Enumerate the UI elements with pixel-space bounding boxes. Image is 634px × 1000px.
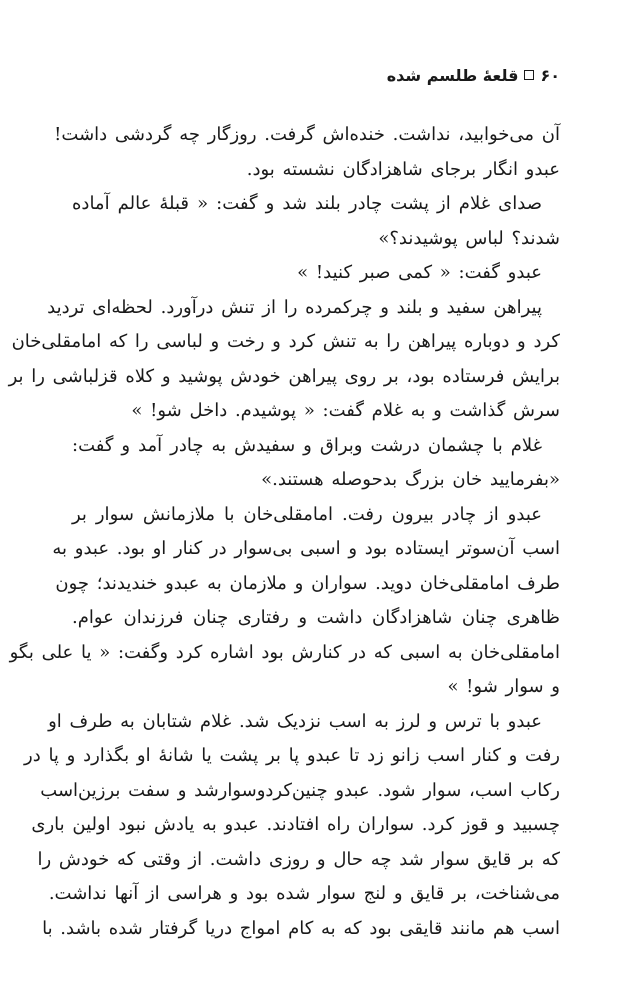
text-line: عبدو گفت: « کمی صبر کنید! »: [297, 262, 542, 283]
text-line: اسب آن‌سوتر ایستاده بود و اسبی بی‌سوار در کنار او بود. عبدو به: [52, 538, 560, 559]
text-line: عبدو با ترس و لرز به اسب نزدیک شد. غلام شتابان به طرف او: [48, 710, 542, 732]
page-number: ۶۰: [540, 65, 560, 85]
text-line: کرد و دوباره پیراهن را به تنش کرد و رخت و لباسی را که امامقلی‌خان: [11, 331, 560, 352]
text-line: غلام با چشمان درشت وبراق و سفیدش به چادر آمد و گفت:: [72, 434, 542, 456]
body-text: [8, 118, 560, 946]
text-line: پیراهن سفید و بلند و چرکمرده را از تنش درآورد. لحظه‌ای تردید: [47, 296, 542, 318]
text-line: عبدو از چادر بیرون رفت. امامقلی‌خان با ملازمانش سوار بر: [72, 503, 542, 525]
text-line: طرف امامقلی‌خان دوید. سواران و ملازمان به عبدو خندیدند؛ چون: [55, 572, 560, 594]
text-line: چسبید و قوز کرد. سواران راه افتادند. عبدو به یادش نبود اولین باری: [31, 814, 560, 835]
text-line: رفت و کنار اسب زانو زد تا عبدو پا بر پشت یا شانهٔ او بگذارد و پا در: [24, 745, 560, 766]
text-line: «بفرمایید خان بزرگ بدحوصله هستند.»: [261, 469, 560, 490]
text-line: برایش فرستاده بود، بر روی پیراهن خودش پوشید و کلاه قزلباشی را بر: [8, 365, 560, 387]
text-line: رکاب اسب، سوار شود. عبدو چنین‌کردوسوارشد و سفت برزین‌اسب: [40, 779, 560, 801]
text-line: صدای غلام از پشت چادر بلند شد و گفت: « قبلهٔ عالم آماده: [72, 193, 542, 214]
text-line: آن می‌خوابید، نداشت. خنده‌اش گرفت. روزگار چه گردشی داشت!: [54, 124, 560, 145]
text-line: که بر قایق سوار شد چه حال و روزی داشت. از وقتی که خودش را: [37, 848, 560, 870]
text-line: شدند؟ لباس پوشیدند؟»: [378, 227, 560, 249]
running-header: [387, 60, 560, 90]
text-line: و سوار شو! »: [447, 676, 560, 697]
text-line: سرش گذاشت و به غلام گفت: « پوشیدم. داخل شو! »: [131, 400, 560, 421]
square-separator-icon: [524, 70, 534, 80]
text-line: عبدو انگار برجای شاهزادگان نشسته بود.: [246, 158, 560, 180]
text-line: اسب هم مانند قایقی بود که به کام امواج دریا گرفتار شده باشد. با: [42, 917, 560, 939]
book-title: قلعهٔ طلسم شده: [386, 65, 519, 85]
text-line: می‌شناخت، بر قایق و لنج سوار شده بود و هراسی از آنها نداشت.: [48, 883, 560, 904]
text-line: ظاهری چنان شاهزادگان داشت و رفتاری چنان فرزندان عوام.: [72, 607, 560, 628]
text-line: امامقلی‌خان به اسبی که در کنارش بود اشاره کرد وگفت: « یا علی بگو: [9, 641, 560, 663]
